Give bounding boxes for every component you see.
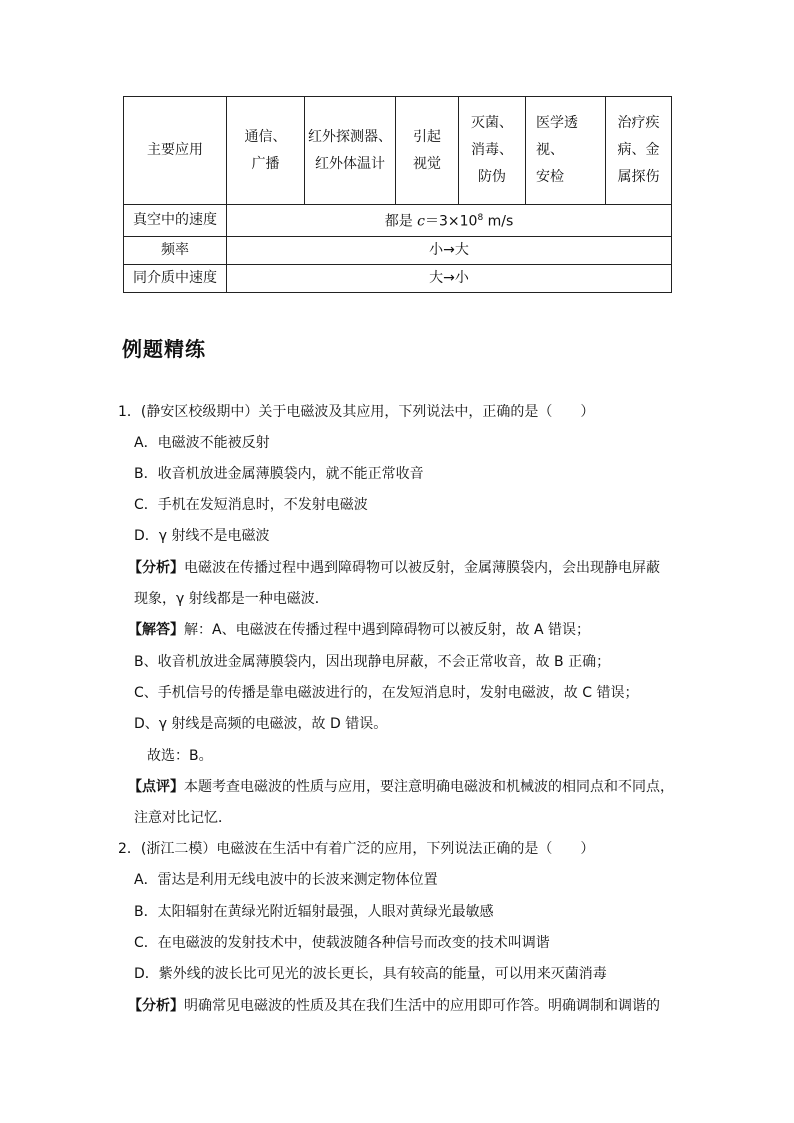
table-cell-app: 红外探测器、 红外体温计 bbox=[305, 97, 396, 205]
q2-option-a: A．雷达是利用无线电波中的长波来测定物体位置 bbox=[134, 872, 438, 888]
q1-answer-b: B、收音机放进金属薄膜袋内，因出现静电屏蔽，不会正常收音，故 B 正确； bbox=[134, 654, 611, 670]
q1-comment: 【点评】本题考查电磁波的性质与应用，要注意明确电磁波和机械波的相同点和不同点， bbox=[128, 779, 674, 795]
table-cell-app: 引起 视觉 bbox=[396, 97, 459, 205]
q1-answer: 【解答】解：A、电磁波在传播过程中遇到障碍物可以被反射，故 A 错误； bbox=[128, 622, 591, 638]
table-row-label: 真空中的速度 bbox=[124, 205, 227, 237]
q1-analysis-cont: 现象，γ 射线都是一种电磁波． bbox=[134, 591, 329, 607]
table-cell-app: 通信、 广播 bbox=[227, 97, 305, 205]
q1-answer-c: C、手机信号的传播是靠电磁波进行的，在发短消息时，发射电磁波，故 C 错误； bbox=[134, 685, 639, 701]
table-row-value: 小→大 bbox=[227, 236, 672, 264]
q1-choice: 故选：B。 bbox=[147, 748, 213, 764]
question-1-stem: 1．(静安区校级期中）关于电磁波及其应用，下列说法中，正确的是（ ） bbox=[118, 404, 595, 420]
q1-option-b: B．收音机放进金属薄膜袋内，就不能正常收音 bbox=[134, 466, 424, 482]
q1-answer-d: D、γ 射线是高频的电磁波，故 D 错误。 bbox=[134, 716, 388, 732]
q2-option-b: B．太阳辐射在黄绿光附近辐射最强，人眼对黄绿光最敏感 bbox=[134, 904, 494, 920]
table-row-applications bbox=[124, 97, 672, 205]
question-2-stem: 2．(浙江二模）电磁波在生活中有着广泛的应用，下列说法正确的是（ ） bbox=[118, 841, 595, 857]
table-cell-app: 灭菌、 消毒、 防伪 bbox=[459, 97, 526, 205]
table-row-value: 都是 $c=3\times 10^8$ m/s bbox=[227, 205, 672, 237]
q1-option-c: C．手机在发短消息时，不发射电磁波 bbox=[134, 497, 368, 513]
table-row-label: 同介质中速度 bbox=[124, 264, 227, 292]
table-row-medium-speed bbox=[124, 264, 672, 292]
table-row-frequency bbox=[124, 236, 672, 264]
q1-comment-cont: 注意对比记忆． bbox=[134, 810, 232, 826]
table-header-applications: 主要应用 bbox=[124, 97, 227, 205]
table-row-label: 频率 bbox=[124, 236, 227, 264]
q1-analysis: 【分析】电磁波在传播过程中遇到障碍物可以被反射，金属薄膜袋内，会出现静电屏蔽 bbox=[128, 560, 660, 576]
q2-option-d: D．紫外线的波长比可见光的波长更长，具有较高的能量，可以用来灭菌消毒 bbox=[134, 966, 607, 982]
table-cell-app: 治疗疾 病、金 属探伤 bbox=[606, 97, 672, 205]
table-row-value: 大→小 bbox=[227, 264, 672, 292]
q2-analysis: 【分析】明确常见电磁波的性质及其在我们生活中的应用即可作答。明确调制和调谐的 bbox=[128, 998, 660, 1014]
section-title: 例题精练 bbox=[122, 337, 206, 361]
table-row-speed bbox=[124, 205, 672, 237]
em-spectrum-table bbox=[123, 96, 672, 293]
table-cell-app: 医学透视、 安检 bbox=[526, 97, 606, 205]
q1-option-d: D．γ 射线不是电磁波 bbox=[134, 528, 270, 544]
q1-option-a: A．电磁波不能被反射 bbox=[134, 435, 270, 451]
q2-option-c: C．在电磁波的发射技术中，使载波随各种信号而改变的技术叫调谐 bbox=[134, 935, 550, 951]
